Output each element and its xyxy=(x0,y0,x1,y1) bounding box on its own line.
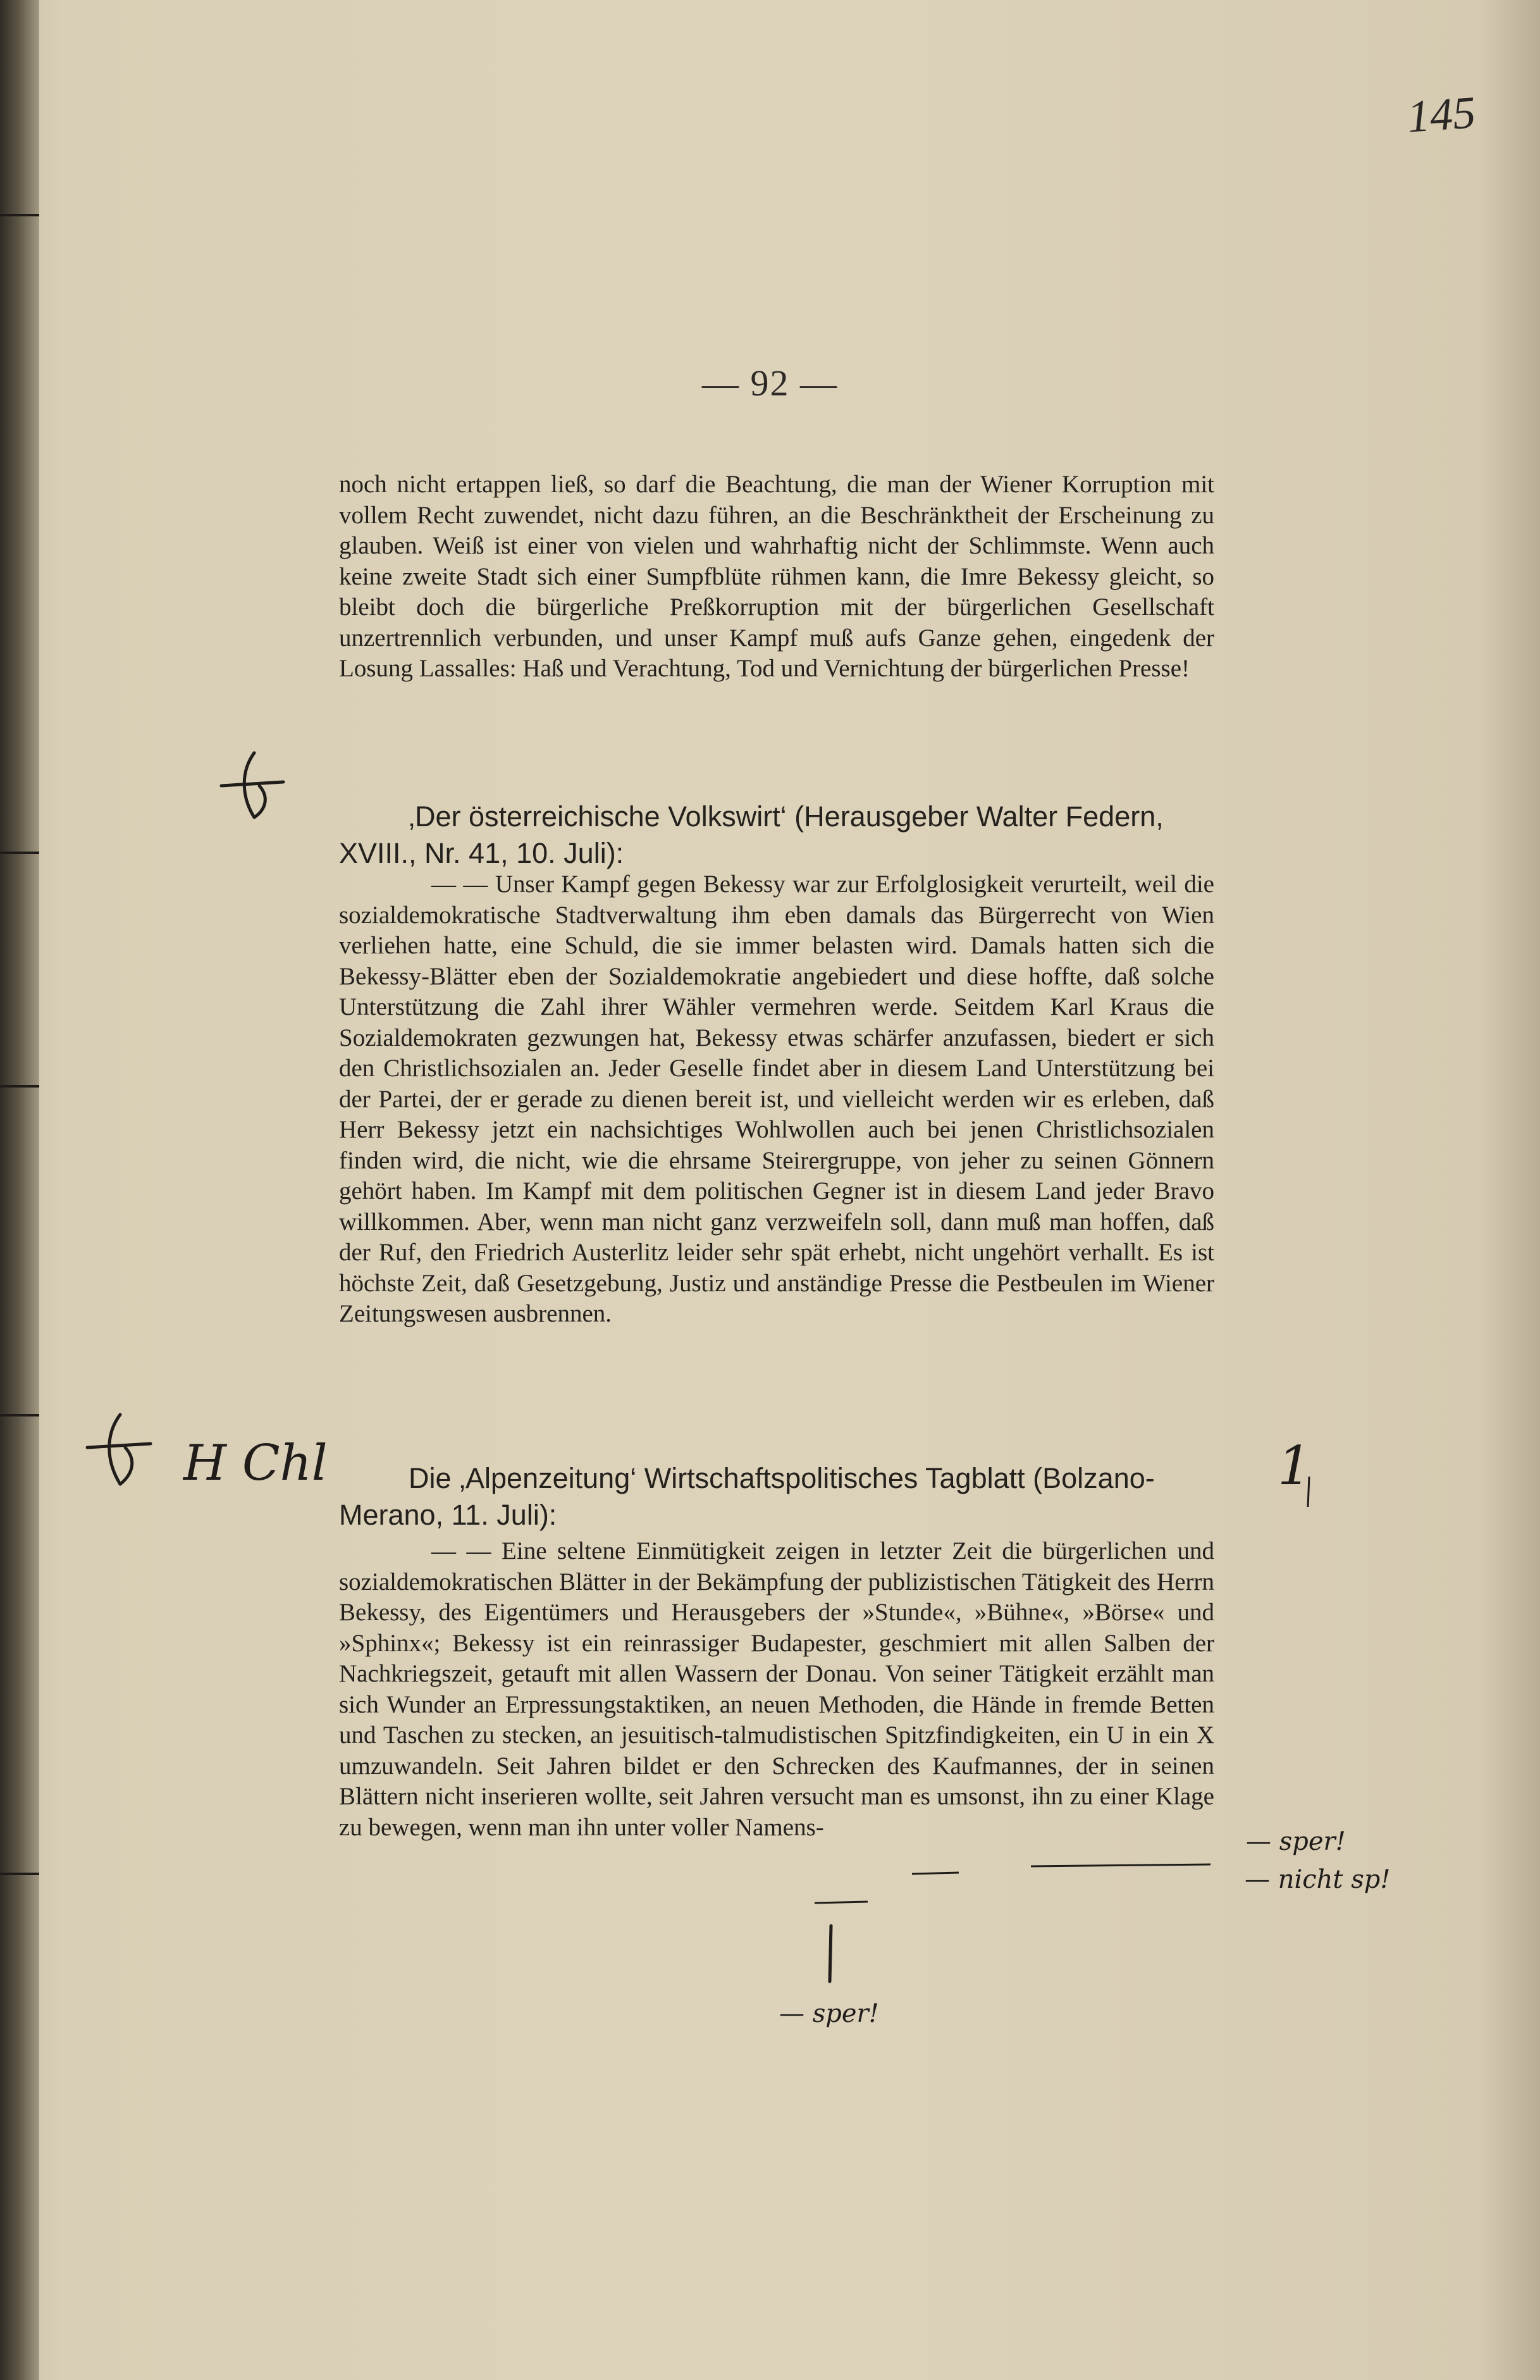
binding-mark xyxy=(0,214,39,216)
paragraph-1-text: noch nicht ertappen ließ, so darf die Beachtung, die man der Wiener Korruption mit vollem Recht zuwendet, nicht dazu führen, an die Beschränktheit der Erscheinung zu glauben. Weiß ist einer von vielen und wahrhaftig nicht der Schlimmste. Wenn auch keine zweite Stadt sich einer Sumpfblüte rühmen kann, die Imre Bekessy gleicht, so bleibt doch die bürgerliche Preßkorruption mit der bürgerlichen Gesellschaft unzertrennlich verbunden, und unser Kampf muß aufs Ganze gehen, eingedenk der Losung Lassalles: Haß und Verachtung, Tod und Vernichtung der bürgerlichen Presse! xyxy=(339,471,1214,682)
margin-note-nicht-sperr: — nicht sp! xyxy=(1245,1865,1391,1894)
insert-mark-2 xyxy=(76,1411,164,1499)
heading-volkswirt xyxy=(339,798,1214,872)
margin-note-hcl: H Chl xyxy=(183,1435,328,1492)
insertion-stroke xyxy=(822,1923,841,1986)
heading-volkswirt-text: ‚Der österreichische Volkswirt‘ (Herausgeber Walter Federn, XVIII., Nr. 41, 10. Juli): xyxy=(339,800,1164,869)
heading-alpenzeitung xyxy=(339,1460,1214,1534)
margin-tick xyxy=(1303,1474,1315,1512)
margin-note-sperr-2: — sper! xyxy=(779,1999,879,2028)
binding-mark xyxy=(0,1873,39,1875)
page-number: — 92 — xyxy=(702,363,838,404)
heading-alpenzeitung-text: Die ‚Alpenzeitung‘ Wirtschaftspolitisches Tagblatt (Bolzano-Merano, 11. Juli): xyxy=(339,1462,1155,1531)
binding-mark xyxy=(0,1085,39,1088)
binding-mark xyxy=(0,1414,39,1416)
underline-man-1 xyxy=(911,1870,961,1878)
overline-voller-namens xyxy=(1030,1862,1213,1870)
insert-mark-1 xyxy=(209,747,297,835)
binding-mark xyxy=(0,852,39,854)
paragraph-3-text: — — Eine seltene Einmütigkeit zeigen in letzter Zeit die bürgerlichen und sozialdemokratischen Blätter in der Bekämpfung der publizistischen Tätigkeit des Herrn Bekessy, des Eigentümers und Herausgebers der »Stunde«, »Bühne«, »Börse« und »Sphinx«; Bekessy ist ein reinrassiger Budapester, geschmiert mit allen Salben der Nachkriegszeit, getauft mit allen Wassern der Donau. Von seiner Tätigkeit erzählt man sich Wunder an Erpressungstaktiken, an neuen Methoden, die Hände in fremde Betten und Taschen zu stecken, an jesuitisch-talmudistischen Spitzfindigkeiten, ein U in ein X umzuwandeln. Seit Jahren bildet er den Schrecken des Kaufmannes, der in seinen Blättern nicht inserieren wollte, seit Jahren versucht man es umsonst, ihn zu einer Klage zu bewegen, wenn man ihn unter voller Namens- xyxy=(339,1537,1214,1841)
paragraph-3 xyxy=(339,1536,1214,1843)
paragraph-2-text: — — Unser Kampf gegen Bekessy war zur Erfolglosigkeit verurteilt, weil die sozialdemokratische Stadtverwaltung ihm eben damals das Bürgerrecht von Wien verliehen hatte, eine Schuld, die sie immer belasten wird. Damals hatten sich die Bekessy-Blätter eben der Sozialdemokratie angebiedert und diese hoffte, daß solche Unterstützung die Zahl ihrer Wähler vermehren werde. Seitdem Karl Kraus die Sozialdemokraten gezwungen hat, Bekessy etwas schärfer anzufassen, biedert er sich den Christlichsozialen an. Jeder Geselle findet aber in diesem Land Unterstützung bei der Partei, der er gerade zu dienen bereit ist, und vielleicht werden wir es erleben, daß Herr Bekessy jetzt ein nachsichtiges Wohlwollen auch bei jenen Christlichsozialen finden wird, die nicht, wie die ehrsame Steirergruppe, von jeher zu seinen Gönnern gehört haben. Im Kampf mit dem politischen Gegner ist in diesem Land jeder Bravo willkommen. Aber, wenn man nicht ganz verzweifeln soll, dann muß man hoffen, daß der Ruf, den Friedrich Austerlitz leider sehr spät erhebt, nicht ungehört verhallt. Es ist höchste Zeit, daß Gesetzgebung, Justiz und anständige Presse die Pestbeulen im Wiener Zeitungswesen ausbrennen. xyxy=(339,871,1214,1327)
margin-note-sperr-1: — sper! xyxy=(1246,1827,1346,1856)
archive-number: 145 xyxy=(1405,87,1477,142)
paragraph-2 xyxy=(339,869,1214,1330)
paragraph-1 xyxy=(339,469,1214,685)
underline-man-2 xyxy=(813,1899,870,1907)
margin-note-1: 1 xyxy=(1278,1435,1312,1497)
binding-edge xyxy=(0,0,39,2380)
